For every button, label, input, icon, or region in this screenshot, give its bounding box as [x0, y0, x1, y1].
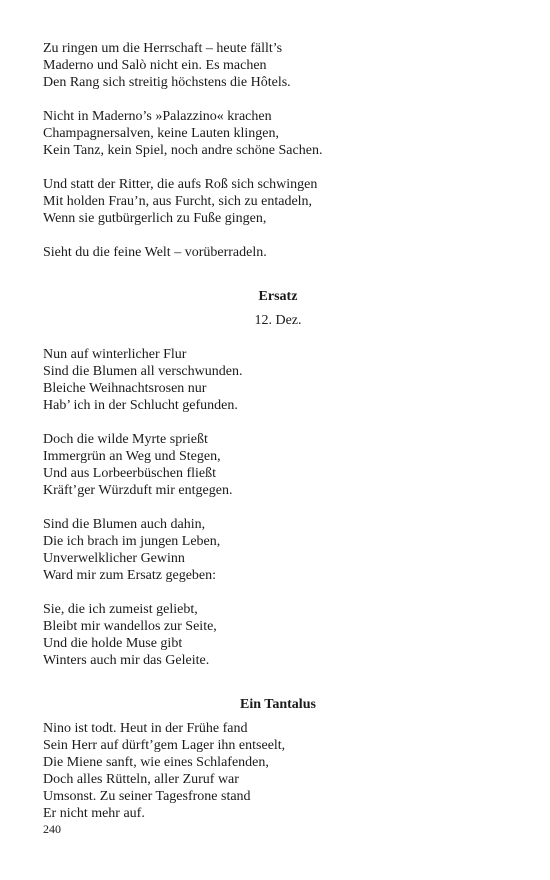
verse-line: Kräft’ger Würzduft mir entgegen.	[43, 483, 233, 498]
verse-line: Immergrün an Weg und Stegen,	[43, 449, 221, 464]
verse-line: Und die holde Muse gibt	[43, 636, 183, 651]
poem-date: 12. Dez.	[254, 313, 302, 328]
verse-line: Ward mir zum Ersatz gegeben:	[43, 568, 217, 583]
verse-line: Unverwelklicher Gewinn	[43, 551, 185, 566]
stanza	[43, 176, 513, 227]
spacer	[43, 713, 513, 720]
stanza	[43, 601, 513, 669]
page-body	[43, 40, 513, 839]
verse-line: Wenn sie gutbürgerlich zu Fuße gingen,	[43, 211, 267, 226]
verse-line: Hab’ ich in der Schlucht gefunden.	[43, 398, 238, 413]
poem-tantalus	[43, 696, 513, 822]
poem-title: Ein Tantalus	[240, 697, 316, 712]
verse-line: Sieht du die feine Welt – vorüberradeln.	[43, 245, 267, 260]
verse-line: Er nicht mehr auf.	[43, 806, 145, 821]
stanza	[43, 244, 513, 261]
verse-line: Bleiche Weihnachtsrosen nur	[43, 381, 207, 396]
stanza	[43, 40, 513, 91]
spacer	[43, 278, 513, 288]
verse-line: Nino ist todt. Heut in der Frühe fand	[43, 721, 248, 736]
verse-line: Sind die Blumen all verschwunden.	[43, 364, 243, 379]
verse-line: Die ich brach im jungen Leben,	[43, 534, 221, 549]
verse-line: Doch alles Rütteln, aller Zuruf war	[43, 772, 239, 787]
verse-line: Den Rang sich streitig höchstens die Hôtels.	[43, 75, 291, 90]
stanza	[43, 516, 513, 584]
page-number: 240	[43, 822, 61, 836]
poem-title: Ersatz	[258, 289, 298, 304]
verse-line: Mit holden Frau’n, aus Furcht, sich zu entadeln,	[43, 194, 313, 209]
verse-line: Nicht in Maderno’s »Palazzino« krachen	[43, 109, 272, 124]
stanza	[43, 720, 513, 822]
verse-line: Kein Tanz, kein Spiel, noch andre schöne Sachen.	[43, 143, 323, 158]
poem-ersatz	[43, 288, 513, 669]
stanza	[43, 108, 513, 159]
verse-line: Winters auch mir das Geleite.	[43, 653, 210, 668]
verse-line: Nun auf winterlicher Flur	[43, 347, 187, 362]
verse-line: Maderno und Salò nicht ein. Es machen	[43, 58, 267, 73]
stanza	[43, 346, 513, 414]
verse-line: Und aus Lorbeerbüschen fließt	[43, 466, 216, 481]
verse-line: Champagnersalven, keine Lauten klingen,	[43, 126, 279, 141]
verse-line: Umsonst. Zu seiner Tagesfrone stand	[43, 789, 251, 804]
verse-line: Und statt der Ritter, die aufs Roß sich schwingen	[43, 177, 318, 192]
verse-line: Sie, die ich zumeist geliebt,	[43, 602, 198, 617]
verse-line: Doch die wilde Myrte sprießt	[43, 432, 208, 447]
verse-line: Bleibt mir wandellos zur Seite,	[43, 619, 217, 634]
verse-line: Die Miene sanft, wie eines Schlafenden,	[43, 755, 269, 770]
spacer	[43, 686, 513, 696]
verse-line: Sind die Blumen auch dahin,	[43, 517, 206, 532]
verse-line: Zu ringen um die Herrschaft – heute fällt’s	[43, 41, 283, 56]
stanza	[43, 431, 513, 499]
poem-continuation	[43, 40, 513, 261]
verse-line: Sein Herr auf dürft’gem Lager ihn entseelt,	[43, 738, 286, 753]
